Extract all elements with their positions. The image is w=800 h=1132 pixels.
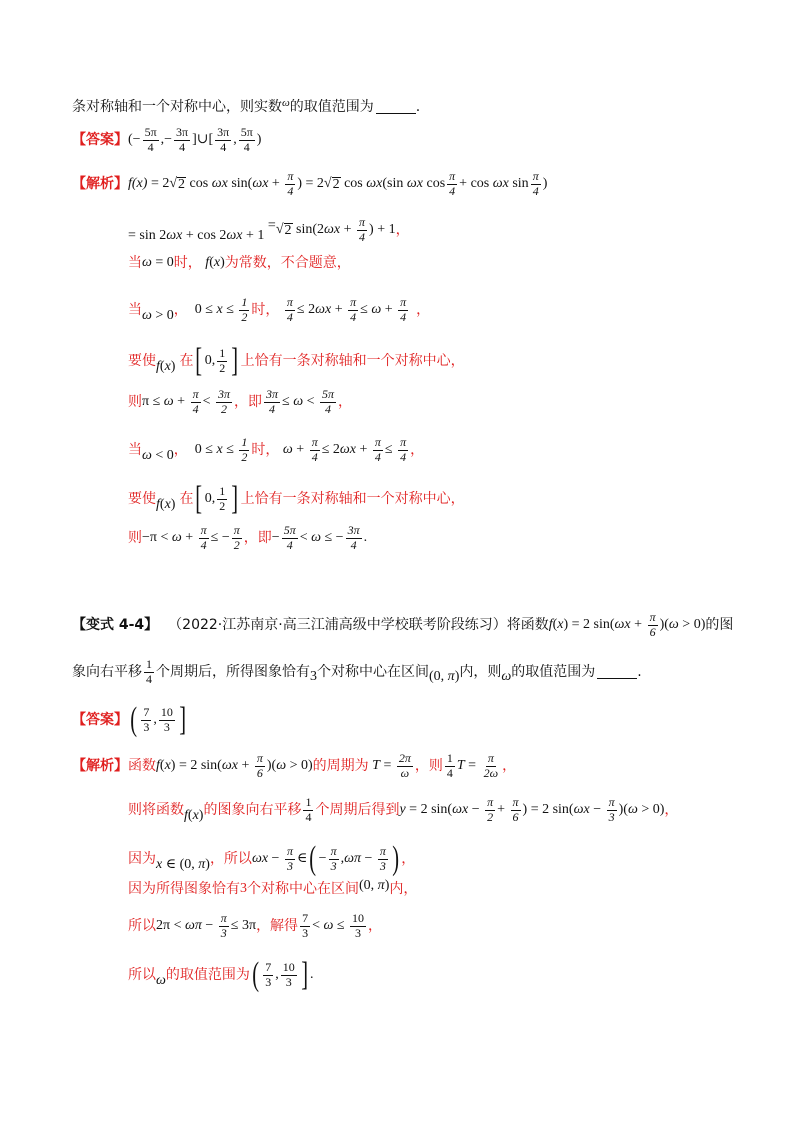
variant-label: 【变式 4-4】 [72,617,159,634]
analysis-2-line-5: 所以 2π < ωπ − $\frac{\pi}{3}$ ≤ 3π ，解得 $\frac{7}{3}$ < ω ≤ $\frac{10}{3}$ ， [128,911,383,940]
analysis-1-line-1 [72,170,547,199]
analysis-1-line-2: = sin 2 ωx + cos 2 ωx + 1 = √ 2 sin(2 ωx + $\frac{\pi}{4}$ ) + 1 ， [128,222,410,251]
analysis-1-line-5: 要使 f ( x ) 在 [ 0, $\frac{1}{2}$ ] 上恰有一条对称轴和一个对称中心， [128,342,465,379]
analysis-1-eq-1: f(x) = 2 √ 2 cos ωx sin( ωx + $\frac{\pi}{4}$ ) = 2 √ 2 cos ωx (sin ωx cos $\frac{\pi}{4}$ + cos ωx sin $\frac{\pi}{4}$ ) [128,169,548,198]
answer-label: 【答案】 [72,132,128,149]
analysis-2-line-2: 则将函数 f ( x ) 的图象向右平移 $\frac{1}{4}$ 个周期后得到 y = 2 sin( ωx − $\frac{\pi}{2}$ + $\frac{\pi}{6}$ ) = 2 sin( ωx − $\frac{\pi}{3}$ )( ω > 0) ， [128,795,679,824]
analysis-2-line-1: 【解析】 函数 f ( x ) = 2 sin( ωx + $\frac{\pi}{6}$ )( ω > 0) 的周期为 T = $\frac{2\pi}{\omega}$ ，则 $\frac{1}{4}$ T = $\frac{\pi}{2\omega}$ ， [72,751,517,780]
variant-problem-line-1: 【变式 4-4】 （2022·江苏南京·高三江浦高级中学校联考阶段练习）将函数 f ( x ) = 2 sin( ωx + $\frac{\pi}{6}$ )( ω > 0) 的图 [72,610,734,639]
analysis-1-line-6: 则 π ≤ ω + $\frac{\pi}{4}$ < $\frac{3\pi}{2}$ ，即 $\frac{3\pi}{4}$ ≤ ω < $\frac{5\pi}{4}$ ， [128,387,353,416]
problem-stem-line: 条对称轴和一个对称中心，则实数 ω 的取值范围为 . [72,96,421,115]
analysis-1-line-7: 当 ω < 0 ， 0 ≤ x ≤ $\frac{1}{2}$ 时， ω + $\frac{\pi}{4}$ ≤ 2 ωx + $\frac{\pi}{4}$ ≤ $\frac{\pi}{4}$ ， [128,435,425,464]
answer-1-math: (− $\frac{5\pi}{4}$ ,− $\frac{3\pi}{4}$ ]∪[ $\frac{3\pi}{4}$ , $\frac{5\pi}{4}$ ) [128,125,262,154]
analysis-1-line-3: 当 ω = 0 时， f ( x ) 为常数，不合题意， [128,255,351,271]
answer-blank [376,101,416,114]
analysis-1-line-8: 要使 f ( x ) 在 [ 0, $\frac{1}{2}$ ] 上恰有一条对称轴和一个对称中心， [128,480,465,517]
variant-problem-line-2: 象向右平移 $\frac{1}{4}$ 个周期后，所得图象恰有 3 个对称中心在区间 (0, π ) 内，则 ω 的取值范围为 . [72,657,642,686]
analysis-2-line-4: 因为所得图象恰有 3 个对称中心在区间 (0, π ) 内， [128,878,418,897]
analysis-2-line-6: 所以 ω 的取值范围为 ( $\frac{7}{3}$ , $\frac{10}{3}$ ] . [128,956,314,993]
answer-line-1 [72,126,261,155]
analysis-1-line-4: 当 ω > 0 ， 0 ≤ x ≤ $\frac{1}{2}$ 时， $\frac{\pi}{4}$ ≤ 2 ωx + $\frac{\pi}{4}$ ≤ ω + $\frac{\pi}{4}$ ， [128,295,431,324]
answer-line-2: 【答案】 ( $\frac{7}{3}$ , $\frac{10}{3}$ ] [72,703,188,737]
analysis-2-line-3: 因为 x ∈ (0, π ) ，所以 ωx − $\frac{\pi}{3}$ ∈ ( − $\frac{\pi}{3}$ , ωπ − $\frac{\pi}{3}$ ) ， [128,840,416,877]
analysis-1-eq-2: = sin 2 ωx + cos 2 ωx + 1 = √ 2 sin(2 ωx + $\frac{\pi}{4}$ ) + 1 [128,215,396,244]
answer-2-math: ( $\frac{7}{3}$ , $\frac{10}{3}$ ] [130,701,186,738]
analysis-1-line-9: 则 −π < ω + $\frac{\pi}{4}$ ≤ − $\frac{\pi}{2}$ ，即 − $\frac{5\pi}{4}$ < ω ≤ − $\frac{3\pi}{4}$ . [128,523,368,552]
math-omega: ω [282,96,290,109]
answer-blank-2 [597,666,637,679]
analysis-label: 【解析】 [72,176,128,193]
